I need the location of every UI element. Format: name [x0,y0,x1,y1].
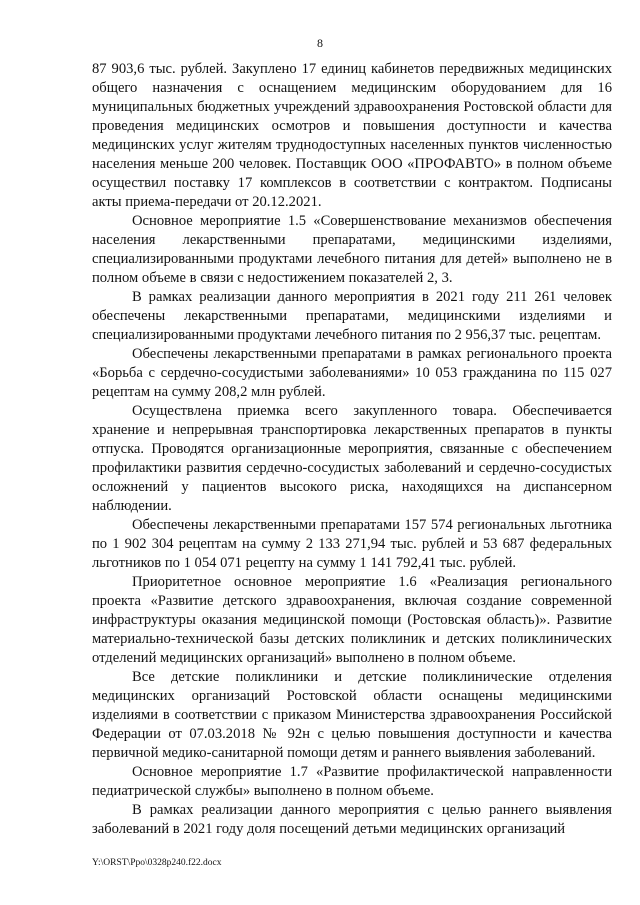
document-body [92,60,612,839]
page-number: 8 [317,36,323,50]
paragraph: Основное мероприятие 1.7 «Развитие профилактической направленности педиатрической службы» выполнено в полном объеме. [92,764,612,799]
paragraph: Обеспечены лекарственными препаратами в рамках регионального проекта «Борьба с сердечно-сосудистыми заболеваниями» 10 053 гражданина по 115 027 рецептам на сумму 208,2 млн рублей. [92,346,612,400]
paragraph: Обеспечены лекарственными препаратами 157 574 региональных льготника по 1 902 304 рецептам на сумму 2 133 271,94 тыс. рублей и 53 687 федеральных льготников по 1 054 071 рецепту на сумму 1 141 792,41 тыс. рублей. [92,517,612,571]
paragraph: В рамках реализации данного мероприятия в 2021 году 211 261 человек обеспечены лекарственными препаратами, медицинскими изделиями и специализированными продуктами лечебного питания по 2 956,37 тыс. рецептам. [92,289,612,343]
file-path-footer: Y:\ORST\Ppo\0328p240.f22.docx [92,858,222,868]
paragraph: Основное мероприятие 1.5 «Совершенствование механизмов обеспечения населения лекарственными препаратами, медицинскими изделиями, специализированными продуктами лечебного питания для детей» выполнено не в полном объеме в связи с недостижением показателей 2, 3. [92,213,612,286]
paragraph: 87 903,6 тыс. рублей. Закуплено 17 единиц кабинетов передвижных медицинских общего назначения с оснащением медицинским оборудованием для 16 муниципальных бюджетных учреждений здравоохранения Ростовской области для проведения медицинских осмотров и повышения доступности и качества медицинских услуг жителям труднодоступных населенных пунктов численностью населения меньше 200 человек. Поставщик ООО «ПРОФАВТО» в полном объеме осуществил поставку 17 комплексов в соответствии с контрактом. Подписаны акты приема-передачи от 20.12.2021. [92,61,612,210]
paragraph: Осуществлена приемка всего закупленного товара. Обеспечивается хранение и непрерывная транспортировка лекарственных препаратов в пункты отпуска. Проводятся организационные мероприятия, связанные с обеспечением профилактики развития сердечно-сосудистых заболеваний и сердечно-сосудистых осложнений у пациентов высокого риска, находящихся на диспансерном наблюдении. [92,403,612,514]
paragraph: Приоритетное основное мероприятие 1.6 «Реализация регионального проекта «Развитие детского здравоохранения, включая создание современной инфраструктуры оказания медицинской помощи (Ростовская область)». Развитие материально-технической базы детских поликлиник и детских поликлинических отделений медицинских организаций» выполнено в полном объеме. [92,574,612,666]
paragraph: Все детские поликлиники и детские поликлинические отделения медицинских организаций Ростовской области оснащены медицинскими изделиями в соответствии с приказом Министерства здравоохранения Российской Федерации от 07.03.2018 № 92н с целью повышения доступности и качества первичной медико-санитарной помощи детям и раннего выявления заболеваний. [92,669,612,761]
paragraph: В рамках реализации данного мероприятия с целью раннего выявления заболеваний в 2021 году доля посещений детьми медицинских организаций [92,802,612,837]
